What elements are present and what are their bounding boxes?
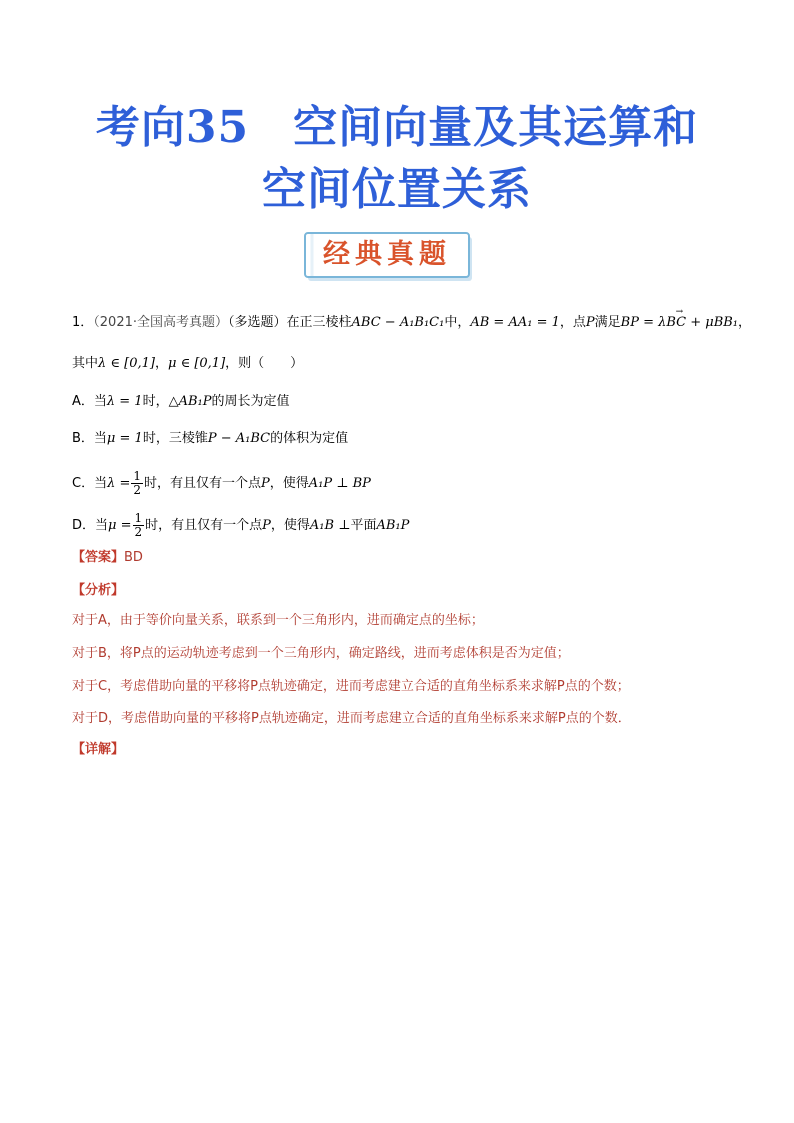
option-text: 时，有且仅有一个点: [145, 518, 263, 533]
option-d: [72, 512, 409, 539]
analysis-heading: [72, 582, 124, 600]
stem-text: ，则（ ）: [225, 356, 304, 371]
stem-text: ，点: [559, 315, 586, 330]
option-a: [72, 393, 290, 411]
page-title-line-1: [0, 100, 794, 156]
point-p: P: [261, 476, 270, 491]
option-math: A₁B ⊥: [309, 518, 351, 533]
option-condition: μ = 1: [106, 431, 143, 446]
vector-equation: → BP = λBC + μBB₁: [621, 314, 738, 332]
option-label: D．当: [72, 518, 109, 533]
stem-text: 在正三棱柱: [286, 315, 352, 330]
question-source: （2021·全国高考真题）: [93, 315, 228, 330]
option-text: 时，: [142, 394, 169, 409]
title-number: 35: [185, 102, 250, 153]
answer-line: [72, 549, 143, 567]
option-text: 的体积为定值: [270, 431, 349, 446]
option-math: △AB₁P: [168, 394, 212, 409]
option-text: 时，三棱锥: [142, 431, 208, 446]
badge-label: 经典真题: [323, 239, 451, 270]
option-b: [72, 430, 348, 448]
option-text: 的周长为定值: [211, 394, 290, 409]
stem-text: ，: [738, 315, 752, 330]
option-label: A．当: [72, 394, 107, 409]
fraction-numerator: 1: [134, 511, 143, 525]
analysis-line-3: 对于C，考虑借助向量的平移将P点轨迹确定，进而考虑建立合适的直角坐标系来求解P点的个数；: [72, 679, 630, 694]
option-math: AB₁P: [376, 518, 410, 533]
answer-value: BD: [124, 550, 143, 565]
option-label: B．当: [72, 431, 107, 446]
option-condition: λ =: [107, 476, 131, 491]
stem-text: 中，: [444, 315, 471, 330]
option-condition: μ =: [108, 518, 132, 533]
title-prefix: 考向: [95, 102, 186, 153]
lambda-range: λ ∈ [0,1]: [98, 356, 155, 371]
stem-text: 其中: [72, 356, 99, 371]
point-p: P: [585, 315, 595, 330]
analysis-line-2: 对于B，将P点的运动轨迹考虑到一个三角形内，确定路线，进而考虑体积是否为定值；: [72, 646, 570, 661]
question-number: 1．: [72, 315, 94, 330]
stem-text: 满足: [594, 315, 621, 330]
analysis-line-4: 对于D，考虑借助向量的平移将P点轨迹确定，进而考虑建立合适的直角坐标系来求解P点的个数．: [72, 711, 631, 726]
analysis-line-1: 对于A，由于等价向量关系，联系到一个三角形内，进而确定点的坐标；: [72, 613, 484, 628]
title-rest: 空间向量及其运算和: [293, 102, 699, 153]
option-condition: λ = 1: [106, 394, 143, 409]
point-p: P: [262, 518, 271, 533]
option-math: P − A₁BC: [207, 431, 271, 446]
detail-label: 【详解】: [72, 742, 125, 757]
prism-expr: ABC − A₁B₁C₁: [351, 315, 445, 330]
mu-range: μ ∈ [0,1]: [167, 356, 226, 371]
answer-label: 【答案】: [72, 550, 125, 565]
detail-heading: [72, 741, 124, 759]
question-type: （多选题）: [228, 315, 287, 330]
page-title-line-2: 空间位置关系: [262, 164, 532, 215]
question-stem-line-1: [72, 314, 751, 332]
option-label: C．当: [72, 476, 108, 491]
option-text: ，使得: [270, 518, 310, 533]
stem-text: ，: [154, 356, 168, 371]
analysis-label: 【分析】: [72, 583, 125, 598]
fraction: [133, 512, 145, 539]
fraction-numerator: 1: [133, 469, 141, 483]
section-badge: [304, 232, 474, 282]
option-text: ，使得: [269, 476, 309, 491]
fraction: [131, 470, 143, 497]
option-math: A₁P ⊥ BP: [308, 476, 371, 491]
option-c: [72, 470, 371, 497]
option-text: 时，有且仅有一个点: [143, 476, 261, 491]
length-condition: AB = AA₁ = 1: [470, 315, 560, 330]
option-text: 平面: [350, 518, 377, 533]
fraction-denominator: 2: [134, 525, 143, 539]
question-stem-line-2: [72, 355, 303, 373]
fraction-denominator: 2: [133, 483, 141, 497]
